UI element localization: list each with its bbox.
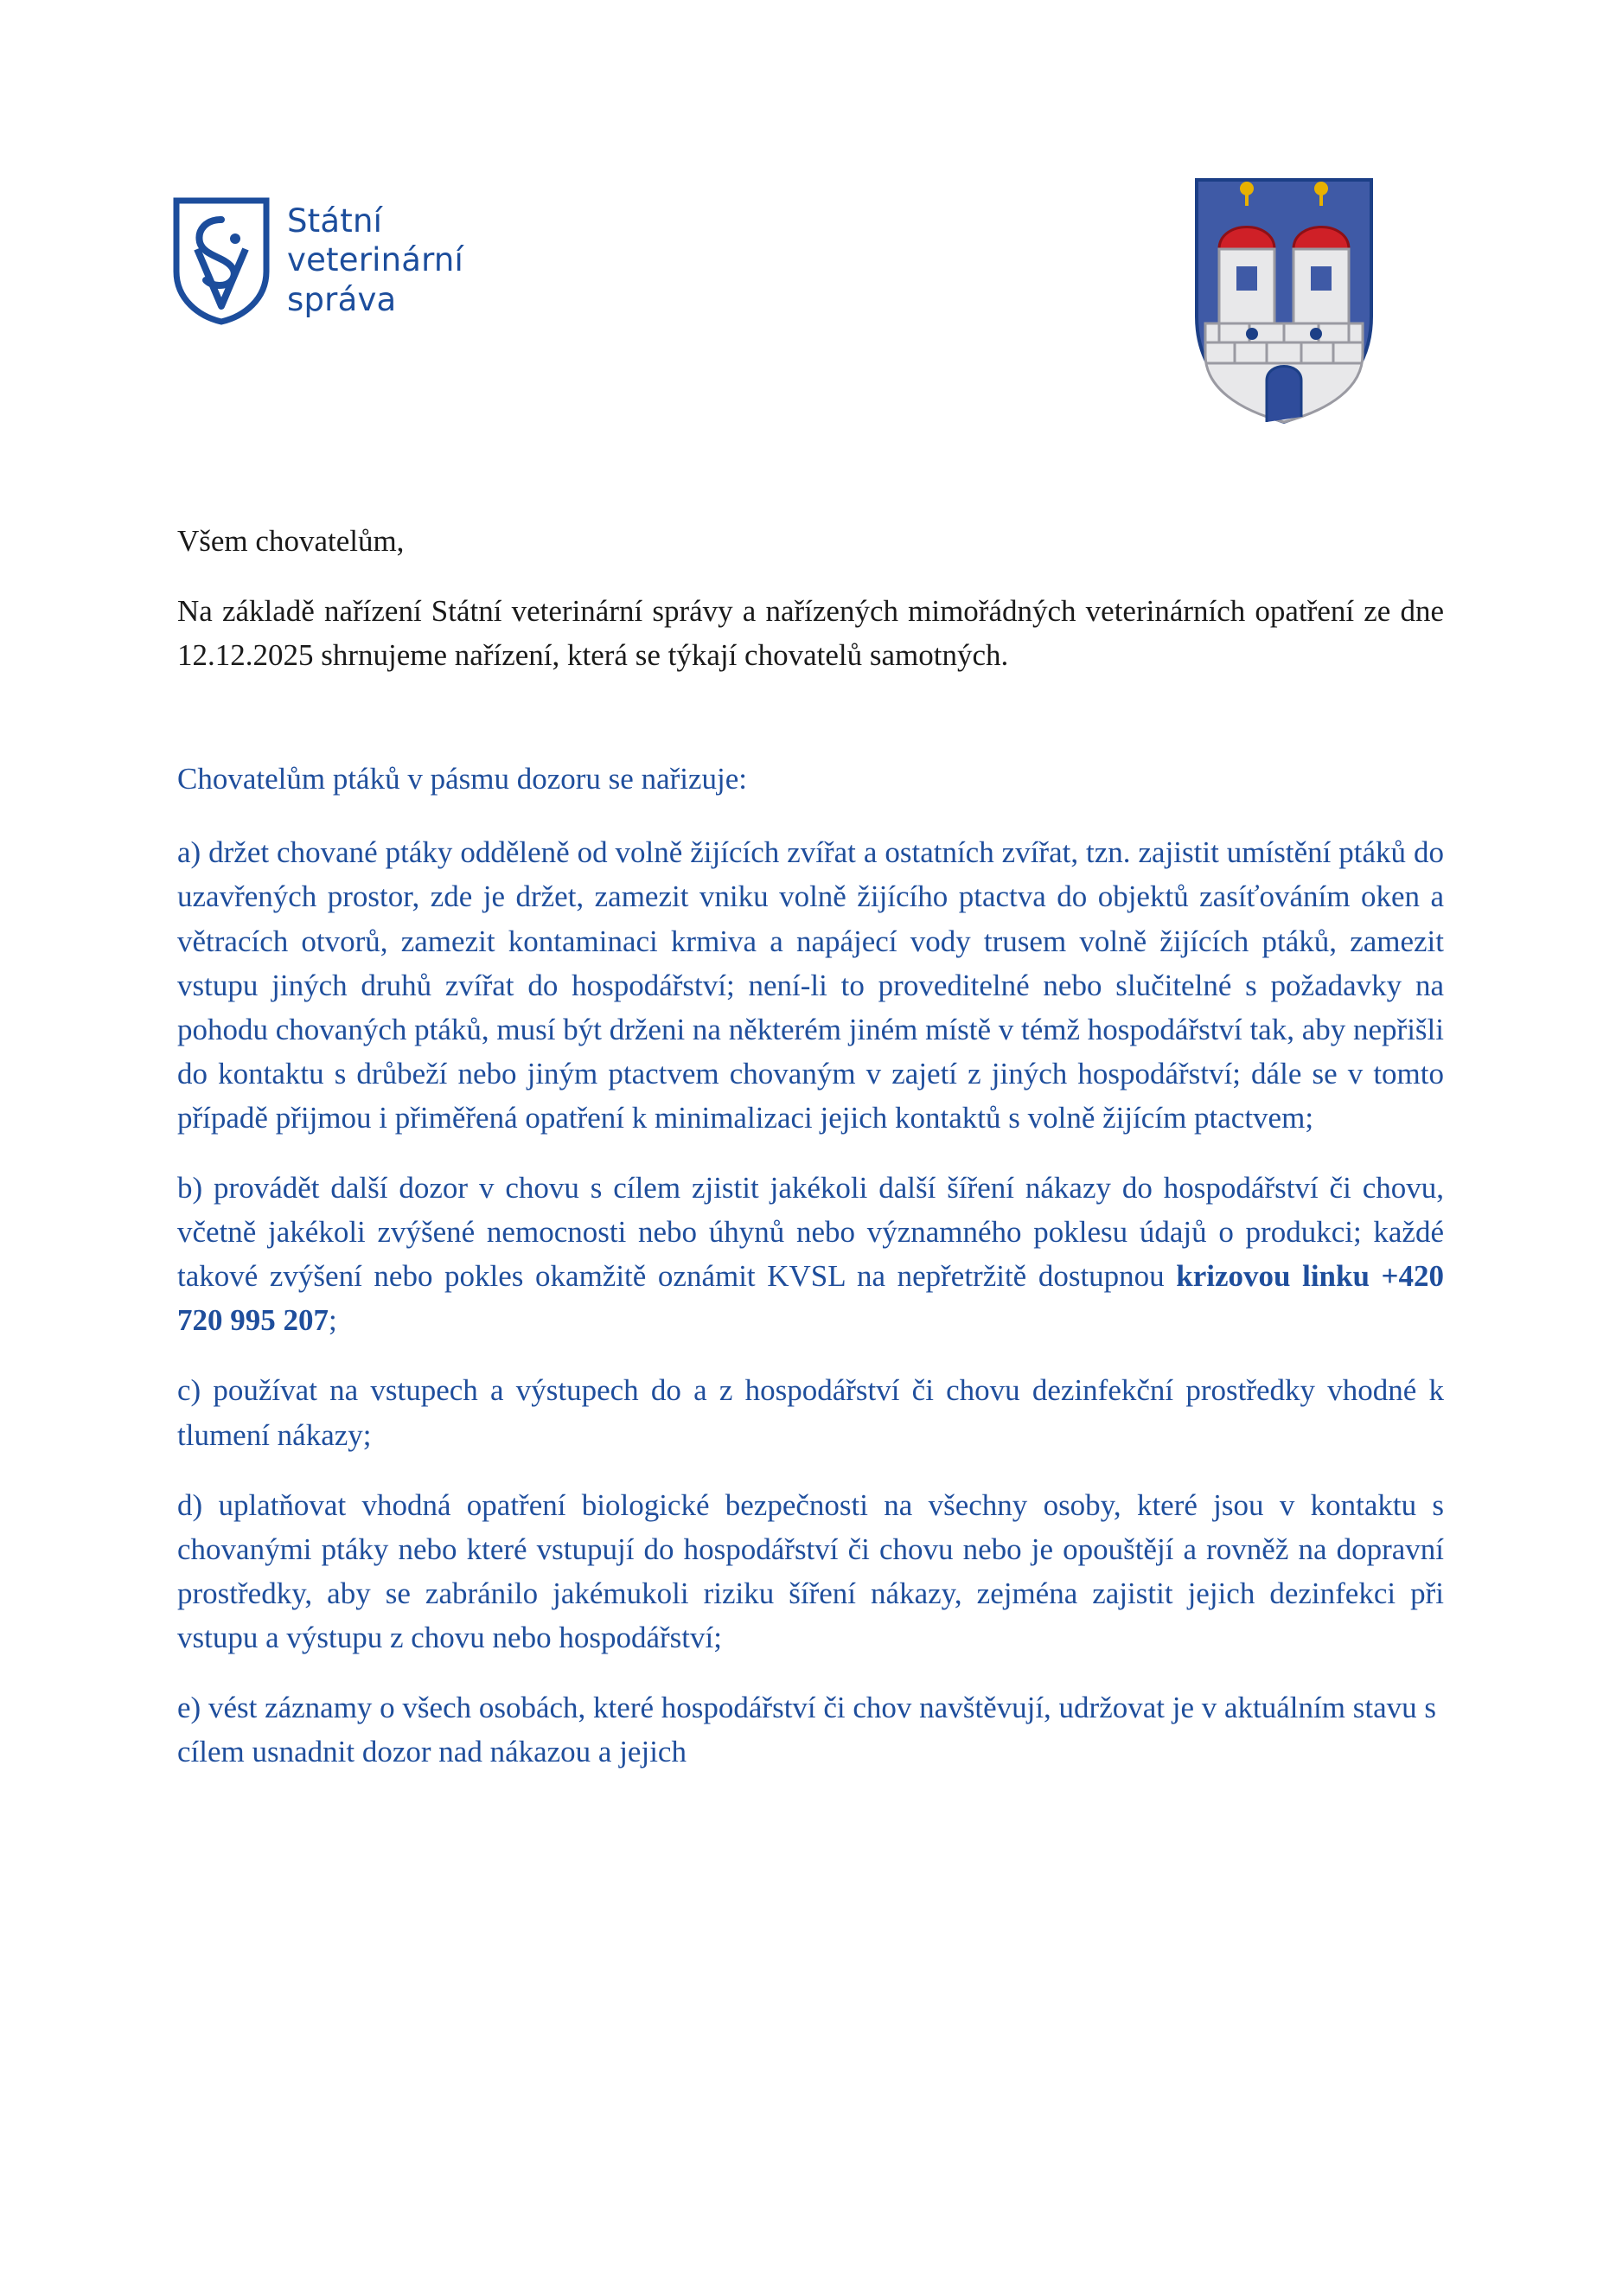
list-item-b-text-before: b) provádět další dozor v chovu s cílem zjistit jakékoli další šíření nákazy do hospodářství či chovu, včetně jakékoli zvýšené nemocnosti nebo úhynů nebo významného poklesu údajů o produkci; každé takové zvýšení nebo pokles okamžitě oznámit KVSL na nepřetržitě dostupnou (177, 1171, 1444, 1294)
list-item-b (177, 1166, 1444, 1342)
intro-paragraph: Na základě nařízení Státní veterinární správy a nařízených mimořádných veterinárních opatření ze dne 12.12.2025 shrnujeme nařízení, která se týkají chovatelů samotných. (177, 594, 1444, 673)
list-item-a: a) držet chované ptáky odděleně od volně žijících zvířat a ostatních zvířat, tzn. zajistit umístění ptáků do uzavřených prostor, zde je držet, zamezit vniku volně žijícího ptactva do objektů zasíťováním oken a větracích otvorů, zamezit kontaminaci krmiva a napájecí vody trusem volně žijících ptáků, zamezit vstupu jiných druhů zvířat do hospodářství; není-li to proveditelné nebo slučitelné s požadavky na pohodu chovaných ptáků, musí být drženi na některém jiném místě v témž hospodářství tak, aby nepřišli do kontaktu s drůbeží nebo jiným ptactvem chovaným v zajetí z jiných hospodářství; dále se v tomto případě přijmou i přiměřená opatření k minimalizaci jejich kontaktů s volně žijícím ptactvem; (177, 835, 1444, 1135)
svs-shield-icon (171, 195, 271, 325)
list-item-c: c) používat na vstupech a výstupech do a z hospodářství či chovu dezinfekční prostředky vhodné k tlumení nákazy; (177, 1373, 1444, 1452)
svs-logo-line-2: veterinární (287, 241, 464, 279)
list-item-b-emphasis: krizovou linku +420 720 995 207 (177, 1259, 1444, 1338)
state-veterinary-administration-logo (171, 178, 534, 342)
section-heading: Chovatelům ptáků v pásmu dozoru se nařizuje: (177, 762, 748, 796)
svs-logo-line-3: správa (287, 280, 397, 318)
list-item-b-text-after: ; (329, 1303, 337, 1338)
town-coat-of-arms-icon (1185, 169, 1383, 429)
list-item-d: d) uplatňovat vhodná opatření biologické bezpečnosti na všechny osoby, které jsou v kontaktu s chovanými ptáky nebo které vstupují do hospodářství či chovu nebo je opouštějí a rovněž na dopravní prostředky, aby se zabránilo jakémukoli riziku šíření nákazy, zejména zajistit jejich dezinfekci při vstupu a výstupu z chovu nebo hospodářství; (177, 1487, 1444, 1654)
svs-logo-line-1: Státní (287, 202, 383, 240)
salutation: Všem chovatelům, (177, 524, 405, 558)
section-spacer (177, 703, 1444, 757)
document-header (0, 169, 1616, 446)
list-item-e: e) vést záznamy o všech osobách, které hospodářství či chov navštěvují, udržovat je v aktuálním stavu s cílem usnadnit dozor nad nákazou a jejich (177, 1690, 1436, 1769)
document-body (177, 519, 1444, 1800)
svs-logo-wordmark (287, 201, 463, 318)
